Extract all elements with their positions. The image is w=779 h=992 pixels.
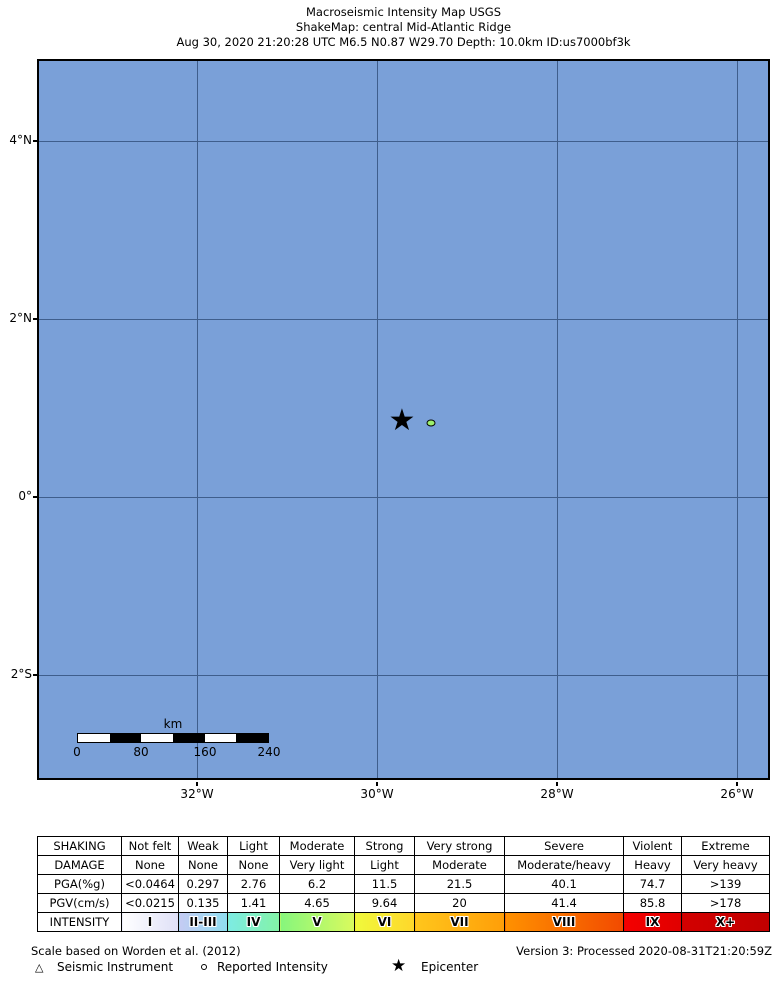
scale-bar bbox=[73, 717, 281, 761]
y-axis-label-2n: 2°N bbox=[9, 311, 32, 325]
y-axis-tick bbox=[33, 496, 37, 498]
x-axis-tick bbox=[376, 782, 378, 786]
scale-bar-segment bbox=[205, 734, 237, 742]
scale-source-note: Scale based on Worden et al. (2012) bbox=[31, 944, 241, 958]
grid-line-26w bbox=[737, 61, 738, 778]
intensity-cell: X+ bbox=[682, 913, 770, 932]
row-header: PGA(%g) bbox=[38, 875, 122, 894]
y-axis-tick bbox=[33, 140, 37, 142]
scale-bar-segment bbox=[236, 734, 268, 742]
grid-line-2s bbox=[39, 675, 768, 676]
table-row-intensity bbox=[38, 913, 770, 932]
intensity-cell: VIII bbox=[505, 913, 624, 932]
title-block bbox=[37, 5, 770, 50]
grid-line-30w bbox=[377, 61, 378, 778]
y-axis-label-4n: 4°N bbox=[9, 133, 32, 147]
scale-tick-0: 0 bbox=[73, 745, 81, 759]
intensity-cell: IV bbox=[228, 913, 280, 932]
epicenter-star-icon: ★ bbox=[388, 402, 416, 438]
scale-bar-segment bbox=[78, 734, 110, 742]
row-header: PGV(cm/s) bbox=[38, 894, 122, 913]
scale-tick-240: 240 bbox=[257, 745, 281, 759]
scale-tick-80: 80 bbox=[133, 745, 149, 759]
seismic-instrument-label: Seismic Instrument bbox=[57, 960, 174, 974]
row-header: DAMAGE bbox=[38, 856, 122, 875]
intensity-cell: IX bbox=[624, 913, 682, 932]
grid-line-28w bbox=[557, 61, 558, 778]
reported-intensity-label: Reported Intensity bbox=[217, 960, 328, 974]
scale-bar-segment bbox=[110, 734, 142, 742]
intensity-cell: V bbox=[280, 913, 355, 932]
map-subtitle: ShakeMap: central Mid-Atlantic Ridge bbox=[295, 20, 512, 34]
x-axis-label-26w: 26°W bbox=[720, 787, 754, 801]
x-axis-tick bbox=[736, 782, 738, 786]
x-axis-tick bbox=[556, 782, 558, 786]
table-row-pga: PGA(%g) <0.0464 0.297 2.76 6.2 11.5 21.5 40.1 74.7 >139 bbox=[38, 875, 770, 894]
epicenter-icon: ★ bbox=[391, 956, 407, 976]
intensity-cell: I bbox=[122, 913, 179, 932]
map-canvas bbox=[37, 59, 770, 780]
grid-line-4n bbox=[39, 141, 768, 142]
scale-bar-segment bbox=[141, 734, 173, 742]
grid-line-0 bbox=[39, 497, 768, 498]
row-header: INTENSITY bbox=[38, 913, 122, 932]
scale-bar-segment bbox=[173, 734, 205, 742]
reported-intensity-icon bbox=[201, 964, 207, 970]
intensity-cell: VI bbox=[355, 913, 415, 932]
x-axis-tick bbox=[196, 782, 198, 786]
scale-tick-160: 160 bbox=[193, 745, 217, 759]
map-area bbox=[39, 61, 768, 778]
y-axis-tick bbox=[33, 318, 37, 320]
scale-bar-numbers bbox=[73, 745, 281, 761]
y-axis-label-0: 0° bbox=[18, 489, 32, 503]
version-processed-note: Version 3: Processed 2020-08-31T21:20:59Z bbox=[516, 944, 772, 958]
intensity-cell: VII bbox=[415, 913, 505, 932]
reported-intensity-dot-icon bbox=[427, 420, 436, 427]
x-axis-label-32w: 32°W bbox=[180, 787, 214, 801]
y-axis-tick bbox=[33, 674, 37, 676]
grid-line-2n bbox=[39, 319, 768, 320]
event-info-line: Aug 30, 2020 21:20:28 UTC M6.5 N0.87 W29.70 Depth: 10.0km ID:us7000bf3k bbox=[176, 35, 631, 49]
table-row-damage: DAMAGE None None None Very light Light Moderate Moderate/heavy Heavy Very heavy bbox=[38, 856, 770, 875]
x-axis-label-30w: 30°W bbox=[360, 787, 394, 801]
intensity-cell: II-III bbox=[179, 913, 228, 932]
row-header: SHAKING bbox=[38, 837, 122, 856]
seismic-instrument-icon: △ bbox=[35, 961, 44, 974]
map-title: Macroseismic Intensity Map USGS bbox=[306, 5, 501, 19]
x-axis-label-28w: 28°W bbox=[540, 787, 574, 801]
grid-line-32w bbox=[197, 61, 198, 778]
table-row-shaking: SHAKING Not felt Weak Light Moderate Strong Very strong Severe Violent Extreme bbox=[38, 837, 770, 856]
scale-bar-unit-label: km bbox=[163, 717, 183, 731]
table-row-pgv: PGV(cm/s) <0.0215 0.135 1.41 4.65 9.64 20 41.4 85.8 >178 bbox=[38, 894, 770, 913]
y-axis-label-2s: 2°S bbox=[10, 667, 32, 681]
epicenter-label: Epicenter bbox=[421, 960, 479, 974]
scale-bar-segments bbox=[77, 733, 269, 743]
intensity-legend-table bbox=[37, 836, 770, 932]
